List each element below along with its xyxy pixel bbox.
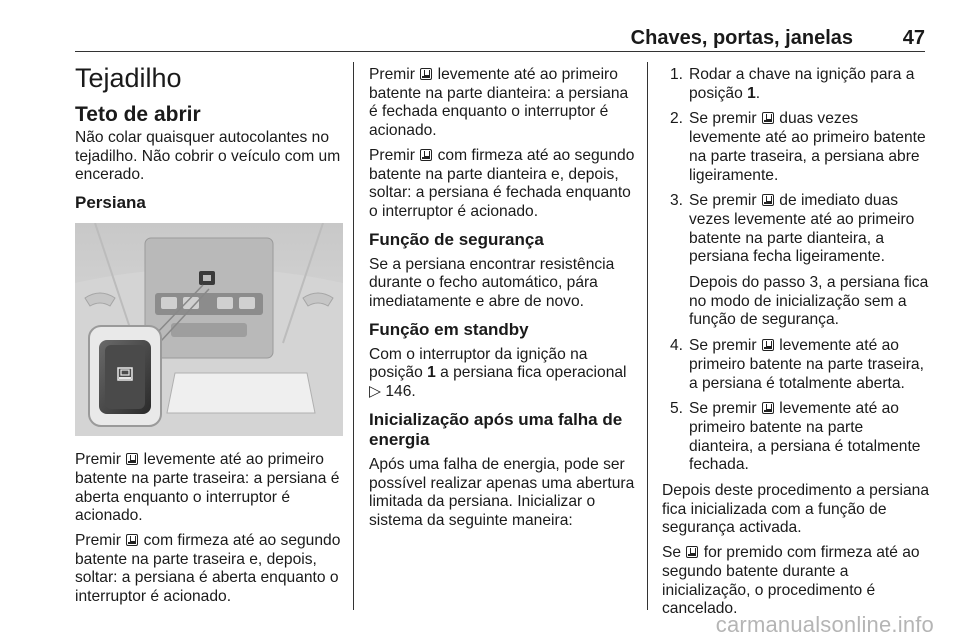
column-3 (662, 66, 930, 625)
paragraph-initialization: Após uma falha de energia, pode ser possível realizar apenas uma abertura limitada da persiana. Inicializar o sistema da seguinte maneira: (369, 455, 635, 529)
initialization-steps (662, 66, 930, 267)
paragraph-cancel: Se for premido com firmeza até ao segundo batente durante a inicialização, o procedimento é cancelado. (662, 544, 920, 618)
intro-paragraph: Não colar quaisquer autocolantes no tejadilho. Não cobrir o veículo com um encerado. (75, 129, 341, 184)
list-item: 5. Se premir levemente até ao primeiro batente na parte dianteira, a persiana é totalmente fechada. (670, 400, 921, 474)
sunblind-switch-icon (126, 453, 138, 465)
page-reference-icon: ▷ (369, 383, 381, 401)
sunblind-switch-icon (126, 534, 138, 546)
list-item: 1. Rodar a chave na ignição para a posição 1. (670, 66, 915, 102)
subheading-persiana: Persiana (75, 193, 146, 213)
roof-switch-photo (75, 223, 343, 436)
paragraph-after-procedure: Depois deste procedimento a persiana fica inicializada com a função de segurança activada. (662, 482, 929, 537)
initialization-steps-cont (662, 337, 930, 475)
running-title: Chaves, portas, janelas (630, 27, 853, 49)
sunblind-switch-icon (420, 68, 432, 80)
column-divider (647, 62, 648, 610)
step-3-note: Depois do passo 3, a persiana fica no modo de inicialização sem a função de segurança. (689, 274, 929, 329)
paragraph-safety: Se a persiana encontrar resistência durante o fecho automático, pára imediatamente e abre de novo. (369, 255, 615, 311)
sunblind-switch-icon (762, 112, 774, 124)
sunblind-switch-icon (420, 149, 432, 161)
sunblind-switch-icon (686, 546, 698, 558)
paragraph-close-firm: Premir com firmeza até ao segundo batente na parte dianteira e, depois, soltar: a persiana é fechada enquanto o interruptor é acionado. (369, 146, 635, 220)
paragraph-close-light: Premir levemente até ao primeiro batente na parte dianteira: a persiana é fechada enquanto o interruptor é acionado. (369, 66, 629, 140)
page-reference[interactable]: 146. (385, 383, 416, 401)
column-1 (75, 62, 343, 613)
chapter-title: Tejadilho (75, 63, 182, 93)
paragraph-open-light: Premir levemente até ao primeiro batente na parte traseira: a persiana é aberta enquanto o interruptor é acionado. (75, 451, 340, 525)
column-divider (353, 62, 354, 610)
heading-standby: Função em standby (369, 319, 529, 339)
heading-safety: Função de segurança (369, 229, 544, 249)
list-item: 4. Se premir levemente até ao primeiro batente na parte traseira, a persiana é totalmente aberta. (670, 337, 924, 392)
watermark: carmanualsonline.info (715, 612, 934, 637)
sunblind-switch-icon (762, 402, 774, 414)
section-title: Teto de abrir (75, 103, 201, 126)
sunblind-switch-icon (762, 194, 774, 206)
column-2 (369, 66, 637, 537)
heading-initialization: Inicialização após uma falha de energia (369, 409, 623, 449)
page-header (75, 27, 925, 53)
sunblind-switch-icon (762, 339, 774, 351)
roof-switch-illustration (75, 223, 343, 436)
page-number: 47 (902, 27, 925, 49)
list-item: 3. Se premir de imediato duas vezes levemente até ao primeiro batente na parte dianteira, a persiana fecha ligeiramente. (670, 192, 915, 266)
header-rule (75, 51, 925, 52)
paragraph-open-firm: Premir com firmeza até ao segundo batente na parte traseira e, depois, soltar: a persiana é aberta enquanto o interruptor é acionado. (75, 531, 341, 606)
list-item: 2. Se premir duas vezes levemente até ao primeiro batente na parte traseira, a persiana abre ligeiramente. (670, 110, 926, 184)
paragraph-standby: Com o interruptor da ignição na posição 1 a persiana fica operacional ▷ 146. (369, 345, 627, 401)
